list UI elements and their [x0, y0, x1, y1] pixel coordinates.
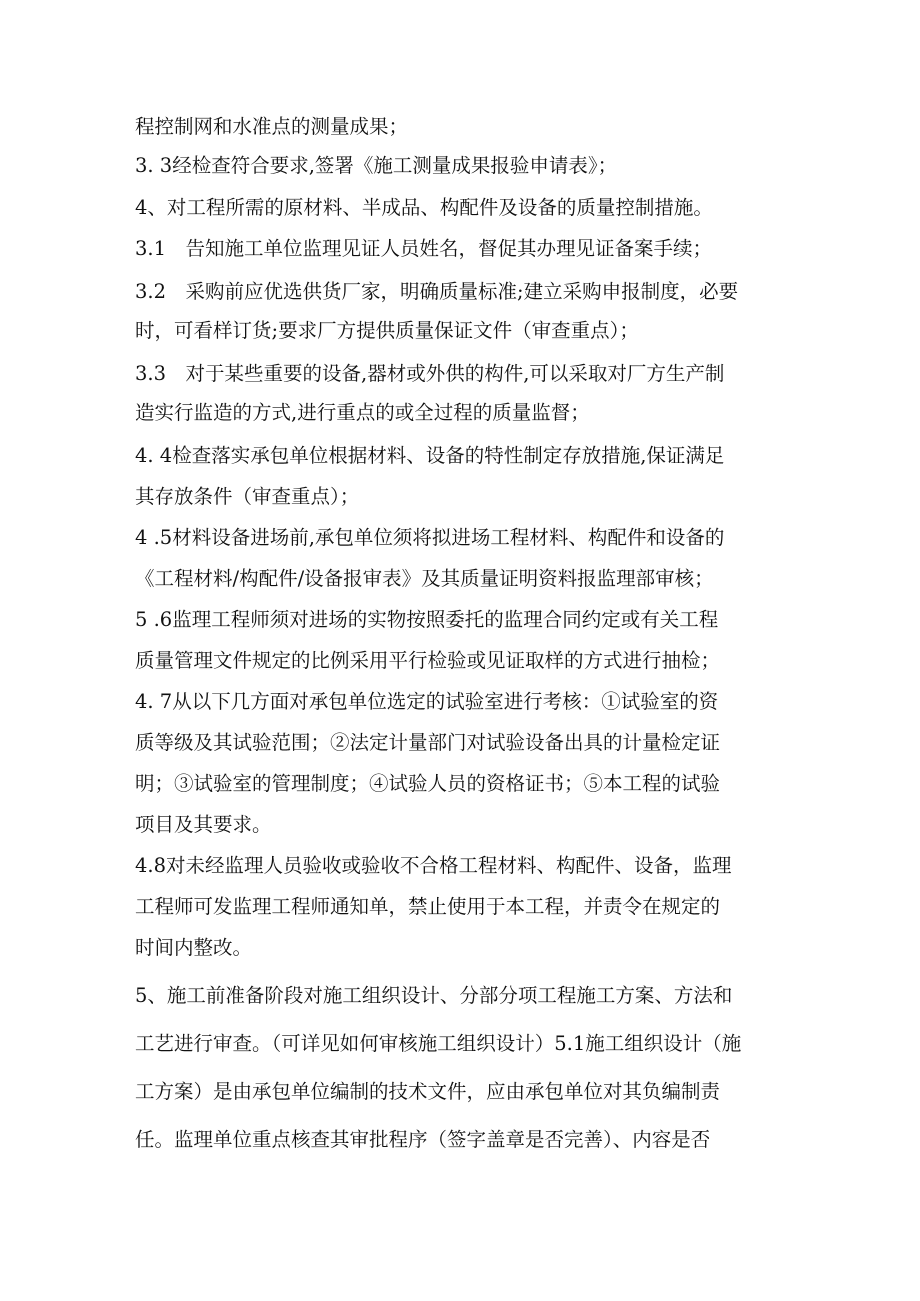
text-line: 工艺进行审查。（可详见如何审核施工组织设计）5.1施工组织设计（施 [135, 1032, 742, 1055]
text-line: 明；③试验室的管理制度；④试验人员的资格证书；⑤本工程的试验 [135, 772, 721, 795]
text-line: 质量管理文件规定的比例采用平行检验或见证取样的方式进行抽检； [135, 649, 721, 672]
text-line: 造实行监造的方式,进行重点的或全过程的质量监督； [135, 401, 590, 424]
text-line: 质等级及其试验范围；②法定计量部门对试验设备出具的计量检定证 [135, 731, 721, 754]
text-line: 时间内整改。 [135, 936, 253, 959]
text-line: 程控制网和水准点的测量成果； [135, 115, 409, 138]
text-line: 任。监理单位重点核查其审批程序（签字盖章是否完善）、内容是否 [135, 1128, 711, 1151]
text-line: 4 .5材料设备进场前,承包单位须将拟进场工程材料、构配件和设备的 [135, 526, 725, 549]
text-line: 4、对工程所需的原材料、半成品、构配件及设备的质量控制措施。 [135, 196, 713, 219]
text-line: 时，可看样订货;要求厂方提供质量保证文件（审查重点）； [135, 319, 639, 342]
text-line: 3.1 告知施工单位监理见证人员姓名，督促其办理见证备案手续； [135, 237, 713, 260]
text-line: 4.8对未经监理人员验收或验收不合格工程材料、构配件、设备，监理 [135, 854, 732, 877]
text-line: 项目及其要求。 [135, 813, 272, 836]
text-line: 工方案）是由承包单位编制的技术文件，应由承包单位对其负编制责 [135, 1080, 721, 1103]
text-line: 《工程材料/构配件/设备报审表》及其质量证明资料报监理部审核； [135, 567, 714, 590]
text-line: 5、施工前准备阶段对施工组织设计、分部分项工程施工方案、方法和 [135, 984, 733, 1007]
text-line: 4. 7从以下几方面对承包单位选定的试验室进行考核：①试验室的资 [135, 690, 719, 713]
text-line: 3.3 对于某些重要的设备,器材或外供的构件,可以采取对厂方生产制 [135, 362, 725, 385]
text-line: 工程师可发监理工程师通知单，禁止使用于本工程，并责令在规定的 [135, 895, 721, 918]
text-line: 3.2 采购前应优选供货厂家，明确质量标准;建立采购申报制度，必要 [135, 280, 739, 303]
text-line: 3. 3经检查符合要求,签署《施工测量成果报验申请表》； [135, 154, 618, 177]
text-line: 其存放条件（审查重点）； [135, 485, 360, 508]
text-line: 4. 4检查落实承包单位根据材料、设备的特性制定存放措施,保证满足 [135, 444, 725, 467]
text-line: 5 .6监理工程师须对进场的实物按照委托的监理合同约定或有关工程 [135, 608, 719, 631]
